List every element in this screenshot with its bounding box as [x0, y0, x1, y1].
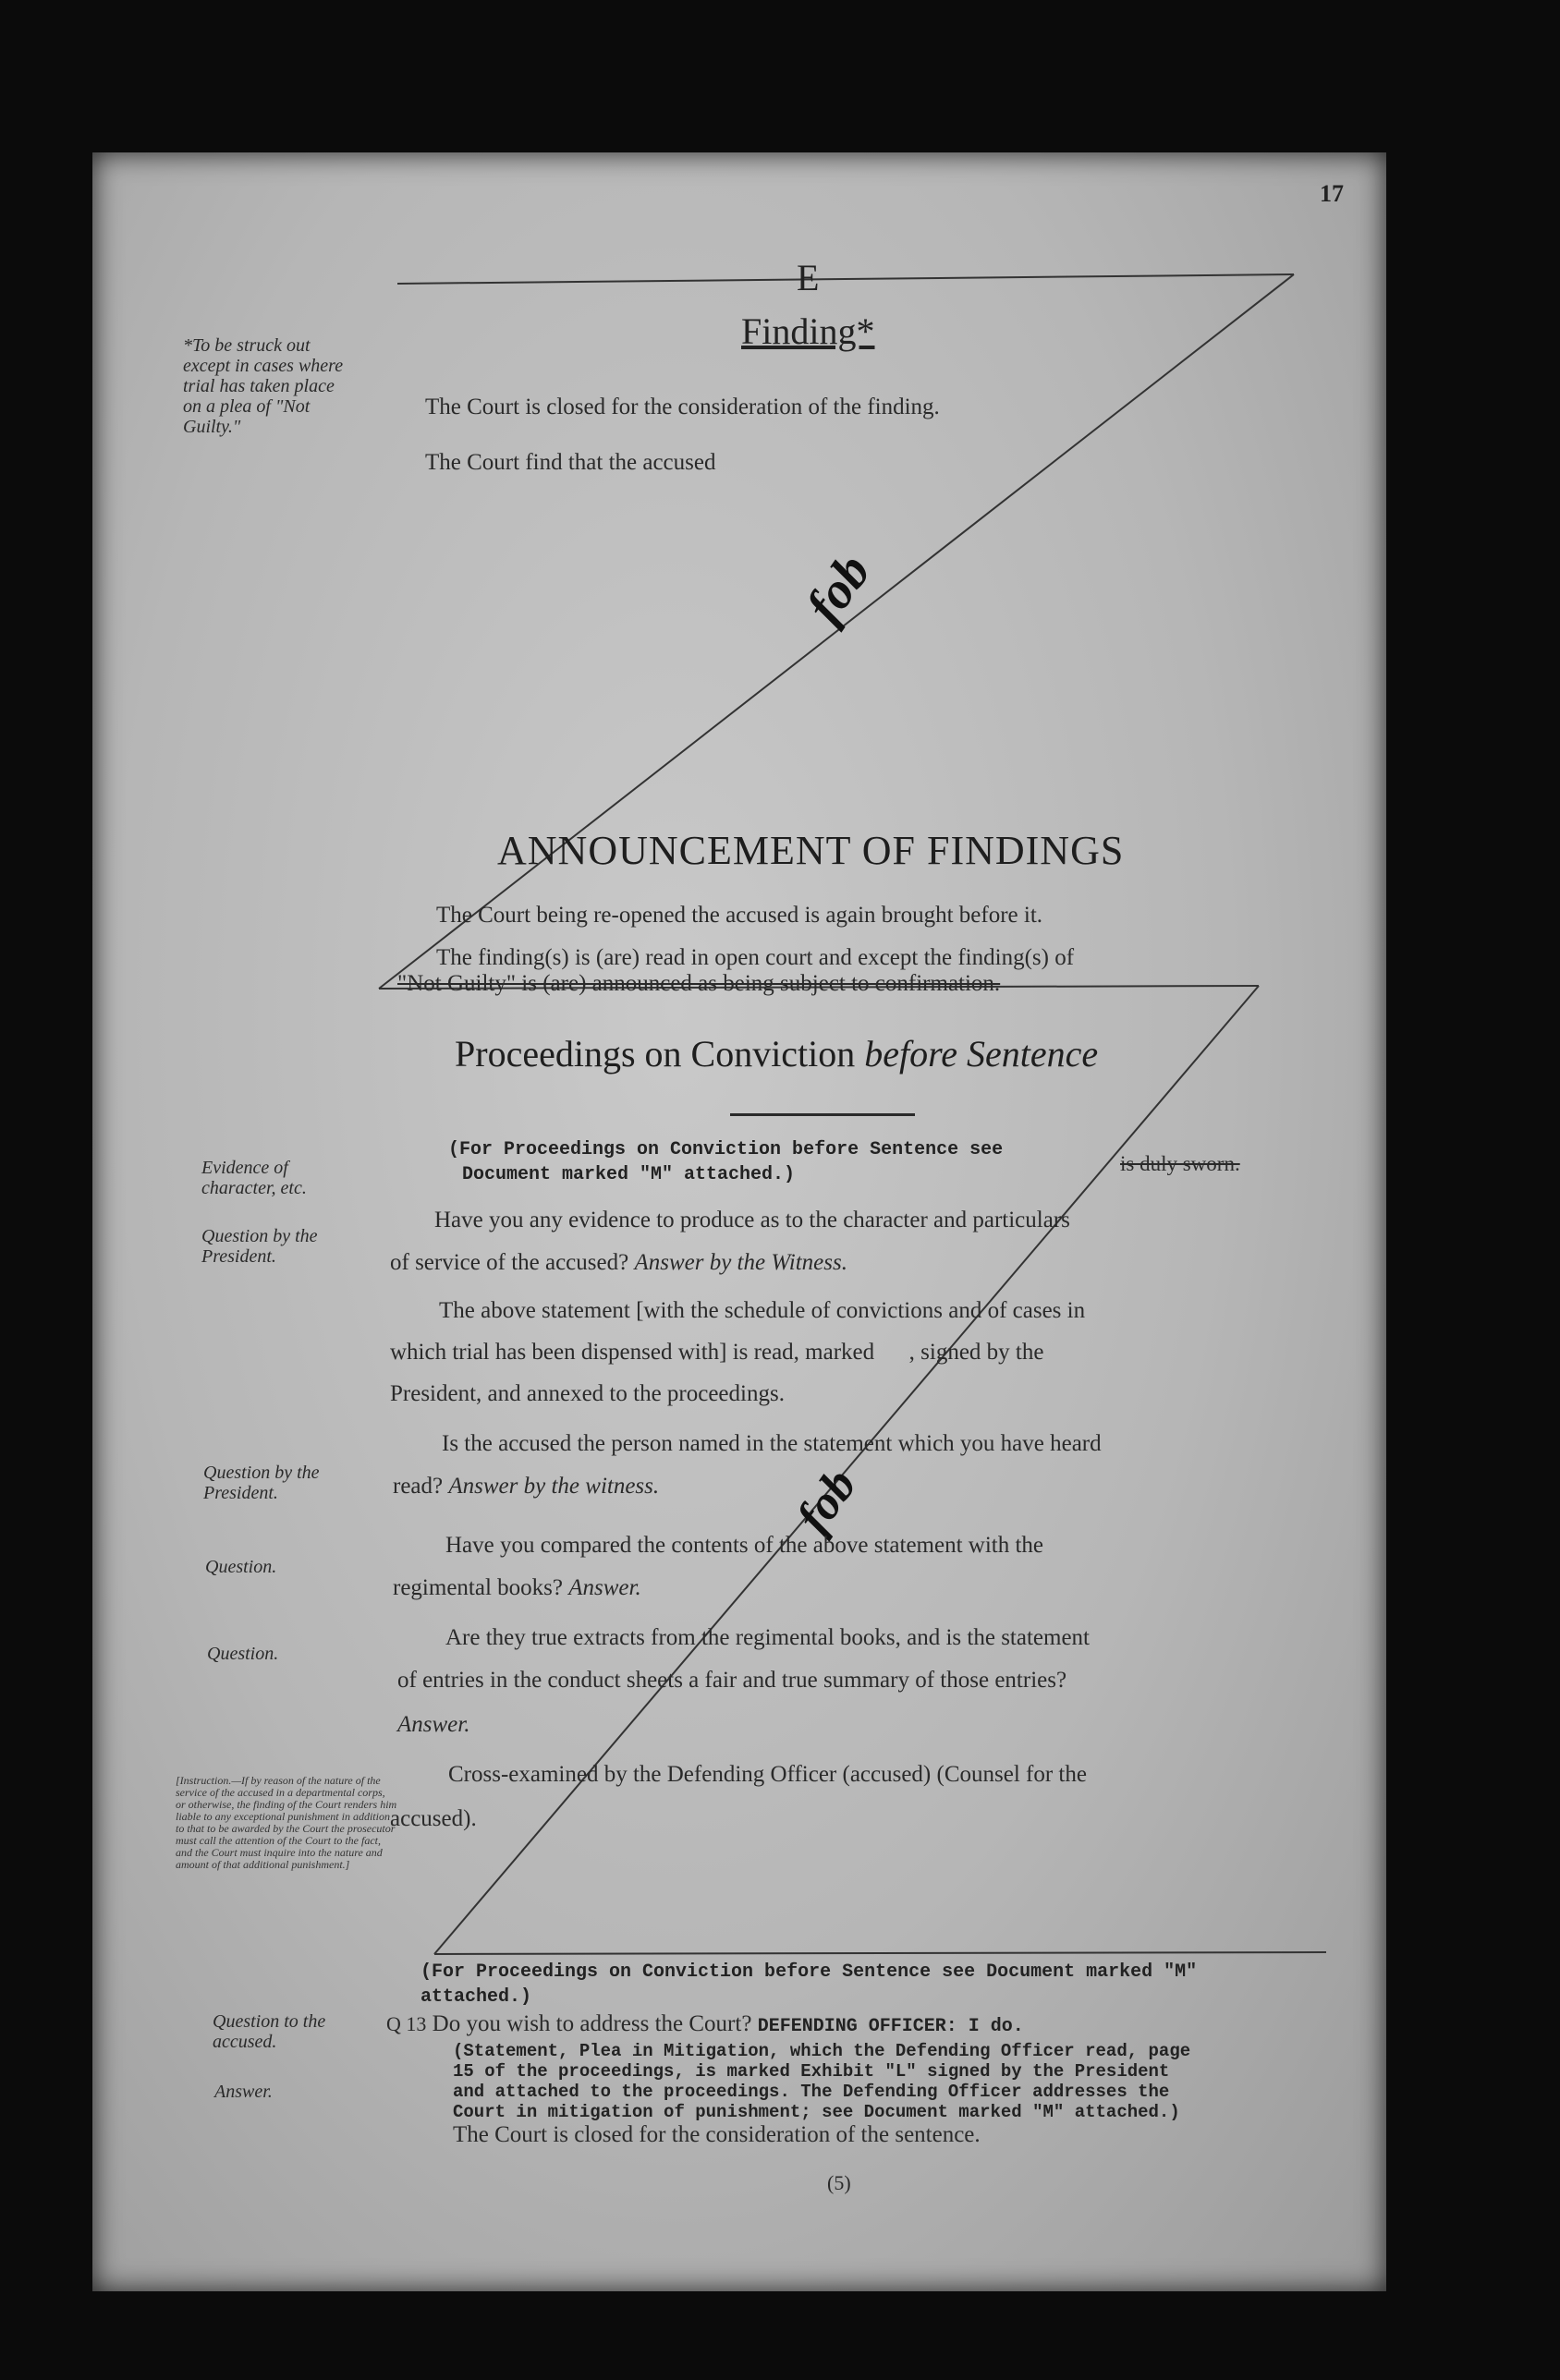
finding-line-1: The Court is closed for the consideration of the finding.: [425, 395, 940, 419]
finding-margin-note: *To be struck out except in cases where trial has taken place on a plea of "Not Guilty.": [183, 335, 344, 437]
paragraph-1-line-2: [390, 1250, 847, 1276]
proceedings-title-normal: Proceedings on Conviction: [455, 1033, 856, 1075]
page-number: 17: [1320, 180, 1344, 207]
q13-line: [386, 2011, 1024, 2037]
paragraph-4-line-2: [393, 1575, 641, 1601]
paragraph-3-line-1: Is the accused the person named in the statement which you have heard: [442, 1431, 1102, 1456]
margin-question: Question.: [207, 1644, 279, 1664]
announcement-line-2: The finding(s) is (are) read in open court and except the finding(s) of: [436, 945, 1075, 970]
p1-text: of service of the accused?: [390, 1250, 629, 1275]
typed-statement-line-2: 15 of the proceedings, is marked Exhibit "L" signed by the President: [453, 2061, 1170, 2082]
q13-question: Do you wish to address the Court?: [432, 2011, 752, 2036]
q13-label: Q 13: [386, 2012, 427, 2035]
paragraph-2-line-1: The above statement [with the schedule of convictions and of cases in: [439, 1298, 1086, 1323]
typed-note-3-line-1: (For Proceedings on Conviction before Sentence see Document marked "M": [420, 1961, 1198, 1983]
p4-text: regimental books?: [393, 1575, 563, 1600]
typed-note-line-1: (For Proceedings on Conviction before Sentence see: [448, 1139, 1004, 1160]
p1-italic: Answer by the Witness.: [634, 1250, 847, 1275]
paragraph-2-line-3: President, and annexed to the proceedings.: [390, 1381, 785, 1406]
margin-question-president: Question by the President.: [201, 1226, 318, 1267]
handwritten-initials: fob: [795, 543, 883, 634]
proceedings-title: [455, 1032, 1098, 1075]
p3-italic: Answer by the witness.: [448, 1474, 660, 1499]
finding-line-2: The Court find that the accused: [425, 450, 716, 475]
typed-statement-line-1: (Statement, Plea in Mitigation, which the Defending Officer read, page: [453, 2041, 1191, 2061]
announcement-title: ANNOUNCEMENT OF FINDINGS: [497, 828, 1125, 873]
paragraph-4-line-1: Have you compared the contents of the above statement with the: [445, 1533, 1044, 1558]
title-rule: [730, 1113, 915, 1116]
margin-answer: Answer.: [214, 2082, 273, 2102]
paragraph-3-line-2: [393, 1474, 659, 1500]
paragraph-6-line-2: accused).: [390, 1806, 477, 1831]
proceedings-title-italic: before Sentence: [864, 1033, 1099, 1075]
paragraph-1-line-1: Have you any evidence to produce as to the character and particulars: [434, 1208, 1070, 1232]
typed-note-3-line-2: attached.): [420, 1986, 532, 2008]
margin-question-president: Question by the President.: [203, 1463, 320, 1503]
p3-text: read?: [393, 1474, 444, 1499]
p4-italic: Answer.: [568, 1575, 641, 1600]
typed-note-line-2: Document marked "M" attached.): [462, 1164, 796, 1185]
typed-statement-line-3: and attached to the proceedings. The Defending Officer addresses the: [453, 2082, 1170, 2102]
margin-evidence: Evidence of character, etc.: [201, 1158, 307, 1198]
strike-line: [434, 986, 1259, 1954]
handwritten-initials: fob: [786, 1459, 867, 1543]
paragraph-5-line-2: of entries in the conduct sheets a fair and true summary of those entries?: [397, 1668, 1067, 1693]
strike-line: [434, 1952, 1326, 1954]
margin-question: Question.: [205, 1557, 277, 1577]
q13-typed-answer: DEFENDING OFFICER: I do.: [757, 2016, 1024, 2037]
finding-title: Finding*: [741, 310, 875, 352]
paragraph-2-line-2: which trial has been dispensed with] is read, marked , signed by the: [390, 1340, 1044, 1365]
strike-line: [397, 274, 1294, 284]
margin-question-accused: Question to the accused.: [213, 2011, 326, 2052]
typed-statement-line-4: Court in mitigation of punishment; see Document marked "M" attached.): [453, 2102, 1180, 2122]
document-page: [92, 152, 1386, 2291]
footer-page-number: (5): [827, 2171, 851, 2194]
strike-line: [379, 274, 1294, 989]
paragraph-6-line-1: Cross-examined by the Defending Officer (accused) (Counsel for the: [448, 1762, 1087, 1787]
section-letter: E: [797, 257, 820, 298]
paragraph-5-line-1: Are they true extracts from the regimental books, and is the statement: [445, 1625, 1090, 1650]
announcement-line-1: The Court being re-opened the accused is again brought before it.: [436, 903, 1043, 928]
margin-instruction: [Instruction.—If by reason of the nature of the service of the accused in a departmental corps, or otherwise, the finding of the Court renders him liable to any exceptional punishment in addition to that to be awarded by the Court the prosecutor must call the attention of the Court to the fact, and the Court must inquire into the nature and amount of that additional punishment.]: [176, 1774, 397, 1871]
paragraph-5-line-3: Answer.: [397, 1712, 470, 1737]
closing-line: The Court is closed for the consideration of the sentence.: [453, 2122, 981, 2147]
announcement-line-3: "Not Guilty" is (are) announced as being subject to confirmation.: [397, 971, 1001, 996]
duly-sworn-text: is duly sworn.: [1120, 1152, 1240, 1175]
